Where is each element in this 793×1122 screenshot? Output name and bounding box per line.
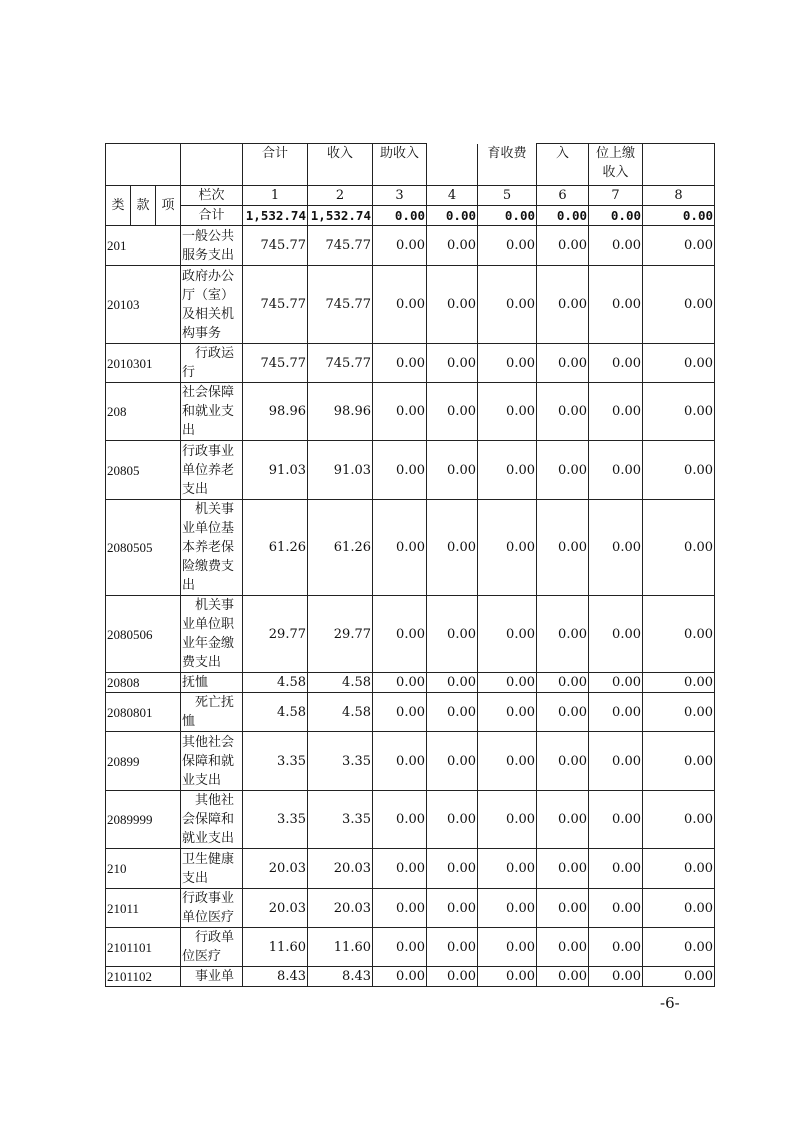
cell-value: 0.00 — [589, 732, 643, 791]
cell-value: 0.00 — [478, 441, 537, 500]
header-col-5: 育收费 — [478, 144, 537, 186]
cell-value: 0.00 — [478, 226, 537, 266]
cell-value: 0.00 — [478, 266, 537, 344]
subject-code: 2101101 — [106, 928, 181, 967]
cell-value: 0.00 — [537, 791, 589, 849]
cell-value: 0.00 — [537, 928, 589, 967]
cell-value: 0.00 — [643, 383, 715, 441]
subject-code: 201 — [106, 226, 181, 266]
header-col-6: 入 — [537, 144, 589, 186]
cell-value: 745.77 — [308, 266, 373, 344]
subject-code: 208 — [106, 383, 181, 441]
subject-name: 行政事业单位养老支出 — [181, 441, 243, 500]
subject-code: 2101102 — [106, 967, 181, 987]
total-row — [106, 206, 715, 226]
cell-value: 0.00 — [589, 500, 643, 596]
cell-value: 20.03 — [308, 889, 373, 928]
table-row — [106, 226, 715, 266]
subject-code: 210 — [106, 849, 181, 889]
subject-name: 政府办公厅（室）及相关机构事务 — [181, 266, 243, 344]
cell-value: 20.03 — [308, 849, 373, 889]
subject-name: 其他社会保障和就业支出 — [181, 732, 243, 791]
cell-value: 0.00 — [373, 889, 427, 928]
cell-value: 0.00 — [589, 673, 643, 693]
col-number: 1 — [243, 186, 308, 206]
cell-value: 0.00 — [478, 500, 537, 596]
cell-value: 0.00 — [478, 928, 537, 967]
col-number: 2 — [308, 186, 373, 206]
total-value: 1,532.74 — [308, 206, 373, 226]
cell-value: 0.00 — [427, 596, 478, 673]
cell-value: 91.03 — [243, 441, 308, 500]
subject-name: 行政单位医疗 — [181, 928, 243, 967]
cell-value: 745.77 — [243, 266, 308, 344]
cell-value: 0.00 — [589, 889, 643, 928]
header-blank — [106, 144, 181, 186]
header-title-row — [106, 144, 715, 186]
cell-value: 4.58 — [308, 673, 373, 693]
subject-name: 死亡抚恤 — [181, 693, 243, 732]
cell-value: 0.00 — [478, 791, 537, 849]
cell-value: 61.26 — [308, 500, 373, 596]
subject-name: 行政事业单位医疗 — [181, 889, 243, 928]
cell-value: 0.00 — [589, 441, 643, 500]
cell-value: 0.00 — [643, 791, 715, 849]
cell-value: 0.00 — [643, 732, 715, 791]
section-label: 款 — [131, 186, 156, 226]
subject-name: 抚恤 — [181, 673, 243, 693]
cell-value: 0.00 — [537, 500, 589, 596]
header-col-8 — [643, 144, 715, 186]
cell-value: 0.00 — [373, 732, 427, 791]
table-row — [106, 928, 715, 967]
total-value: 0.00 — [478, 206, 537, 226]
cell-value: 0.00 — [537, 732, 589, 791]
cell-value: 0.00 — [589, 596, 643, 673]
total-value: 0.00 — [537, 206, 589, 226]
cell-value: 0.00 — [537, 693, 589, 732]
cell-value: 0.00 — [537, 673, 589, 693]
subject-code: 2089999 — [106, 791, 181, 849]
cell-value: 0.00 — [373, 849, 427, 889]
cell-value: 0.00 — [427, 849, 478, 889]
cell-value: 98.96 — [308, 383, 373, 441]
cell-value: 745.77 — [308, 226, 373, 266]
cell-value: 0.00 — [427, 732, 478, 791]
cell-value: 0.00 — [589, 967, 643, 987]
table-row — [106, 791, 715, 849]
subject-code: 2080505 — [106, 500, 181, 596]
subject-name: 一般公共服务支出 — [181, 226, 243, 266]
cell-value: 0.00 — [537, 849, 589, 889]
cell-value: 0.00 — [537, 226, 589, 266]
cell-value: 0.00 — [643, 889, 715, 928]
cell-value: 61.26 — [243, 500, 308, 596]
cell-value: 0.00 — [373, 344, 427, 383]
cell-value: 0.00 — [427, 928, 478, 967]
cell-value: 91.03 — [308, 441, 373, 500]
cell-value: 29.77 — [308, 596, 373, 673]
subject-name: 社会保障和就业支出 — [181, 383, 243, 441]
cell-value: 0.00 — [478, 889, 537, 928]
table-row — [106, 383, 715, 441]
cell-value: 0.00 — [537, 441, 589, 500]
subject-code: 2080801 — [106, 693, 181, 732]
cell-value: 0.00 — [427, 500, 478, 596]
cell-value: 0.00 — [537, 967, 589, 987]
cell-value: 0.00 — [373, 383, 427, 441]
cell-value: 0.00 — [589, 226, 643, 266]
cell-value: 0.00 — [427, 441, 478, 500]
cell-value: 0.00 — [373, 266, 427, 344]
cell-value: 0.00 — [643, 266, 715, 344]
cell-value: 0.00 — [537, 596, 589, 673]
cell-value: 3.35 — [308, 732, 373, 791]
cell-value: 0.00 — [643, 344, 715, 383]
cell-value: 0.00 — [537, 889, 589, 928]
cell-value: 0.00 — [643, 967, 715, 987]
table-row — [106, 967, 715, 987]
cell-value: 3.35 — [243, 732, 308, 791]
table-row — [106, 693, 715, 732]
cell-value: 11.60 — [243, 928, 308, 967]
cell-value: 0.00 — [589, 928, 643, 967]
subject-name: 其他社会保障和就业支出 — [181, 791, 243, 849]
cell-value: 0.00 — [427, 673, 478, 693]
cell-value: 0.00 — [643, 441, 715, 500]
cell-value: 11.60 — [308, 928, 373, 967]
cell-value: 0.00 — [589, 344, 643, 383]
cell-value: 0.00 — [478, 596, 537, 673]
total-value: 0.00 — [427, 206, 478, 226]
total-value: 0.00 — [373, 206, 427, 226]
col-number: 5 — [478, 186, 537, 206]
cell-value: 0.00 — [537, 383, 589, 441]
col-number: 8 — [643, 186, 715, 206]
cell-value: 0.00 — [427, 967, 478, 987]
cell-value: 0.00 — [478, 849, 537, 889]
table-row — [106, 500, 715, 596]
total-value: 0.00 — [643, 206, 715, 226]
col-number: 3 — [373, 186, 427, 206]
cell-value: 0.00 — [478, 967, 537, 987]
cell-value: 0.00 — [589, 266, 643, 344]
subject-code: 2080506 — [106, 596, 181, 673]
cell-value: 0.00 — [478, 344, 537, 383]
cell-value: 745.77 — [243, 344, 308, 383]
cell-value: 0.00 — [427, 791, 478, 849]
subject-name: 行政运行 — [181, 344, 243, 383]
item-label: 项 — [156, 186, 181, 226]
col-number: 6 — [537, 186, 589, 206]
cell-value: 0.00 — [589, 693, 643, 732]
cell-value: 4.58 — [308, 693, 373, 732]
total-value: 1,532.74 — [243, 206, 308, 226]
cell-value: 0.00 — [373, 596, 427, 673]
subject-code: 20805 — [106, 441, 181, 500]
cell-value: 0.00 — [589, 791, 643, 849]
cell-value: 0.00 — [643, 928, 715, 967]
subject-code: 2010301 — [106, 344, 181, 383]
cell-value: 0.00 — [537, 266, 589, 344]
cell-value: 745.77 — [308, 344, 373, 383]
cell-value: 98.96 — [243, 383, 308, 441]
cell-value: 0.00 — [478, 693, 537, 732]
cell-value: 0.00 — [373, 500, 427, 596]
table-row — [106, 596, 715, 673]
header-col-1: 合计 — [243, 144, 308, 186]
cell-value: 0.00 — [643, 226, 715, 266]
table-row — [106, 673, 715, 693]
cell-value: 8.43 — [308, 967, 373, 987]
col-number: 7 — [589, 186, 643, 206]
header-col-4 — [427, 144, 478, 186]
cell-value: 0.00 — [643, 849, 715, 889]
table-row — [106, 849, 715, 889]
cell-value: 0.00 — [373, 441, 427, 500]
header-col-3: 助收入 — [373, 144, 427, 186]
cell-value: 20.03 — [243, 889, 308, 928]
cell-value: 0.00 — [643, 596, 715, 673]
cell-value: 0.00 — [537, 344, 589, 383]
cell-value: 0.00 — [373, 226, 427, 266]
total-value: 0.00 — [589, 206, 643, 226]
table-row — [106, 732, 715, 791]
cell-value: 0.00 — [589, 849, 643, 889]
cell-value: 0.00 — [427, 693, 478, 732]
subject-name: 机关事业单位基本养老保险缴费支出 — [181, 500, 243, 596]
row-index-label: 栏次 — [181, 186, 243, 206]
table-row — [106, 266, 715, 344]
subject-name: 卫生健康支出 — [181, 849, 243, 889]
cell-value: 3.35 — [243, 791, 308, 849]
cell-value: 4.58 — [243, 693, 308, 732]
table-row — [106, 441, 715, 500]
cell-value: 0.00 — [478, 673, 537, 693]
cell-value: 745.77 — [243, 226, 308, 266]
cell-value: 0.00 — [478, 383, 537, 441]
subject-code: 20103 — [106, 266, 181, 344]
category-label: 类 — [106, 186, 131, 226]
cell-value: 0.00 — [589, 383, 643, 441]
cell-value: 0.00 — [373, 791, 427, 849]
budget-expenditure-table — [105, 143, 715, 987]
cell-value: 0.00 — [427, 344, 478, 383]
page-number: -6- — [660, 994, 680, 1012]
table-row — [106, 889, 715, 928]
cell-value: 0.00 — [427, 383, 478, 441]
cell-value: 0.00 — [373, 967, 427, 987]
header-blank — [181, 144, 243, 186]
total-label: 合计 — [181, 206, 243, 226]
cell-value: 0.00 — [643, 693, 715, 732]
cell-value: 0.00 — [478, 732, 537, 791]
subject-code: 20899 — [106, 732, 181, 791]
cell-value: 20.03 — [243, 849, 308, 889]
cell-value: 0.00 — [373, 673, 427, 693]
cell-value: 0.00 — [643, 673, 715, 693]
header-col-7: 位上缴收入 — [589, 144, 643, 186]
cell-value: 8.43 — [243, 967, 308, 987]
header-col-2: 收入 — [308, 144, 373, 186]
cell-value: 0.00 — [427, 226, 478, 266]
subject-name: 事业单 — [181, 967, 243, 987]
col-number: 4 — [427, 186, 478, 206]
cell-value: 29.77 — [243, 596, 308, 673]
cell-value: 0.00 — [427, 266, 478, 344]
table-row — [106, 344, 715, 383]
cell-value: 0.00 — [373, 928, 427, 967]
cell-value: 0.00 — [427, 889, 478, 928]
subject-code: 21011 — [106, 889, 181, 928]
cell-value: 0.00 — [643, 500, 715, 596]
subject-code: 20808 — [106, 673, 181, 693]
column-index-row — [106, 186, 715, 206]
subject-name: 机关事业单位职业年金缴费支出 — [181, 596, 243, 673]
cell-value: 4.58 — [243, 673, 308, 693]
cell-value: 3.35 — [308, 791, 373, 849]
cell-value: 0.00 — [373, 693, 427, 732]
